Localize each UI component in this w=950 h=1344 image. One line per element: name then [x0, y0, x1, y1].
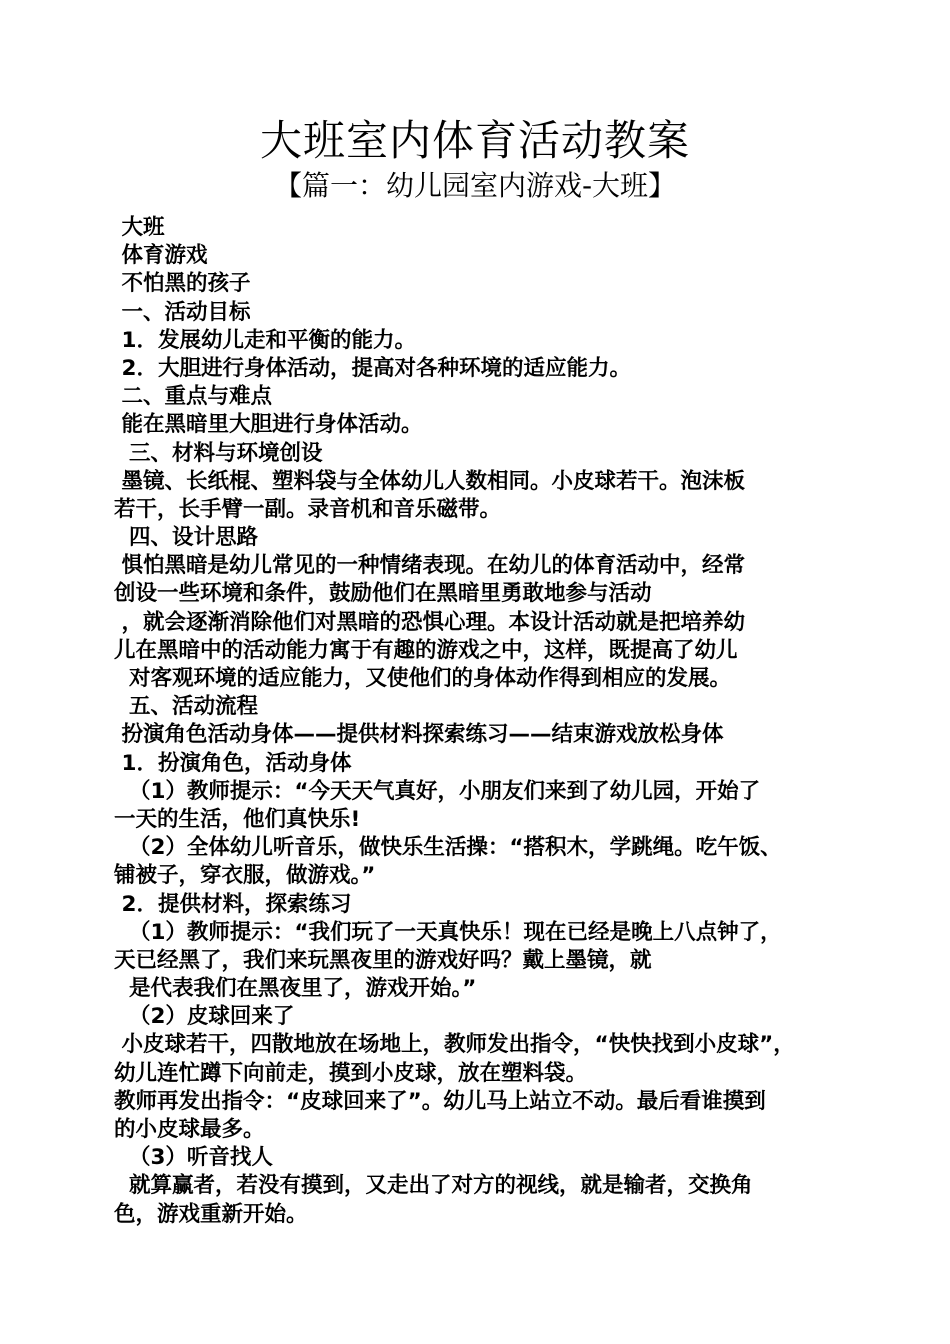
- body-line: 1．扮演角色，活动身体: [114, 750, 352, 776]
- body-line: （2）皮球回来了: [114, 1004, 295, 1030]
- body-line: 2．提供材料，探索练习: [114, 891, 352, 917]
- body-line: 惧怕黑暗是幼儿常见的一种情绪表现。在幼儿的体育活动中，经常: [114, 553, 745, 579]
- body-line: 就算赢者，若没有摸到，又走出了对方的视线，就是输者，交换角: [114, 1173, 753, 1199]
- body-line: 三、材料与环境创设: [114, 440, 323, 466]
- body-line: 对客观环境的适应能力，又使他们的身体动作得到相应的发展。: [114, 666, 731, 691]
- body-line: 创设一些环境和条件，鼓励他们在黑暗里勇敢地参与活动: [114, 581, 652, 607]
- body-line: 2．大胆进行身体活动，提高对各种环境的适应能力。: [114, 355, 631, 381]
- body-line: 小皮球若干，四散地放在场地上，教师发出指令，“快快找到小皮球”，: [114, 1032, 795, 1058]
- body-line: 一、活动目标: [114, 299, 251, 325]
- document-body: [114, 214, 844, 1229]
- document-subtitle: 【篇一：幼儿园室内游戏-大班】: [273, 169, 677, 202]
- body-line: 幼儿连忙蹲下向前走，摸到小皮球，放在塑料袋。: [114, 1060, 588, 1086]
- body-line: 不怕黑的孩子: [114, 271, 251, 297]
- body-line: 四、设计思路: [114, 525, 258, 551]
- body-line: 天已经黑了，我们来玩黑夜里的游戏好吗？戴上墨镜，就: [114, 947, 652, 973]
- body-line: （2）全体幼儿听音乐，做快乐生活操：“搭积木，学跳绳。吃午饭、: [114, 835, 782, 861]
- body-line: 一天的生活，他们真快乐!: [114, 806, 361, 832]
- body-line: 教师再发出指令：“皮球回来了”。幼儿马上站立不动。最后看谁摸到: [114, 1088, 766, 1114]
- body-line: 铺被子，穿衣服，做游戏。”: [114, 863, 376, 889]
- body-line: 二、重点与难点: [114, 384, 272, 410]
- body-line: 是代表我们在黑夜里了，游戏开始。”: [114, 976, 477, 1002]
- body-line: 若干，长手臂一副。录音机和音乐磁带。: [114, 496, 502, 522]
- body-line: （3）听音找人: [114, 1145, 273, 1171]
- body-line: 色，游戏重新开始。: [114, 1201, 308, 1227]
- body-line: 大班: [114, 215, 165, 240]
- body-line: 儿在黑暗中的活动能力寓于有趣的游戏之中，这样，既提高了幼儿: [114, 637, 738, 663]
- body-line: （1）教师提示：“我们玩了一天真快乐！现在已经是晚上八点钟了，: [114, 919, 782, 945]
- body-line: 五、活动流程: [114, 694, 258, 720]
- body-line: 1．发展幼儿走和平衡的能力。: [114, 327, 416, 353]
- body-line: 的小皮球最多。: [114, 1117, 265, 1142]
- body-line: 扮演角色活动身体——提供材料探索练习——结束游戏放松身体: [114, 722, 724, 748]
- body-line: （1）教师提示：“今天天气真好，小朋友们来到了幼儿园，开始了: [114, 778, 761, 804]
- body-line: ，就会逐渐消除他们对黑暗的恐惧心理。本设计活动就是把培养幼: [114, 609, 745, 635]
- document-title: 大班室内体育活动教案: [259, 116, 690, 165]
- body-line: 墨镜、长纸棍、塑料袋与全体幼儿人数相同。小皮球若干。泡沫板: [114, 468, 745, 494]
- body-line: 体育游戏: [114, 243, 208, 269]
- body-line: 能在黑暗里大胆进行身体活动。: [114, 412, 423, 438]
